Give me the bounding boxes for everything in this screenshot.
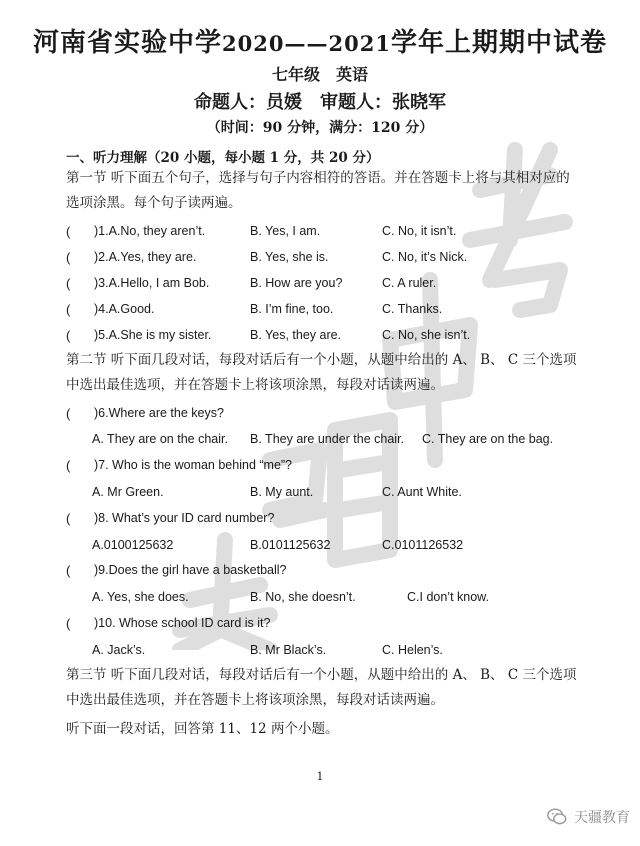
- question-stem: )4.A.Good.: [94, 302, 155, 316]
- option-b: B. How are you?: [250, 276, 343, 290]
- page-number: 1: [316, 770, 324, 783]
- question-stem: )5.A.She is my sister.: [94, 328, 212, 342]
- option-b: B. I’m fine, too.: [250, 302, 334, 316]
- exam-authors: 命题人：员媛 审题人：张晓军: [194, 92, 446, 113]
- option-c: C. No, it isn’t.: [382, 224, 457, 238]
- question-stem: )8. What’s your ID card number?: [94, 511, 275, 525]
- answer-blank[interactable]: (: [66, 250, 71, 265]
- question-stem: )3.A.Hello, I am Bob.: [94, 276, 210, 290]
- answer-blank[interactable]: (: [66, 458, 71, 473]
- question-stem: )6.Where are the keys?: [94, 406, 224, 420]
- exam-title: 河南省实验中学2020——2021学年上期期中试卷: [33, 28, 607, 58]
- answer-blank[interactable]: (: [66, 563, 71, 578]
- option-c: C. No, she isn’t.: [382, 328, 471, 342]
- option-a: A. Mr Green.: [92, 485, 164, 499]
- answer-blank[interactable]: (: [66, 276, 71, 291]
- wechat-watermark: [546, 806, 630, 828]
- part2-instructions: 第二节 听下面几段对话，每段对话后有一个小题，从题中给出的 A、 B、 C 三个选项中选出最佳选项，并在答题卡上将该项涂黑，每段对话读两遍。: [66, 352, 577, 393]
- watermark-label: 天疆教育: [574, 810, 630, 826]
- option-a: A.0100125632: [92, 538, 174, 552]
- option-b: B.0101125632: [250, 538, 331, 552]
- answer-blank[interactable]: (: [66, 328, 71, 343]
- part3-instructions: 第三节 听下面几段对话，每段对话后有一个小题，从题中给出的 A、 B、 C 三个选项中选出最佳选项，并在答题卡上将该项涂黑，每段对话读两遍。: [66, 667, 577, 708]
- option-a: A. They are on the chair.: [92, 432, 228, 446]
- option-b: B. Yes, they are.: [250, 328, 342, 342]
- section-heading-listening: 一、听力理解（20 小题，每小题 1 分，共 20 分）: [66, 150, 380, 166]
- part3-lead: 听下面一段对话，回答第 11、12 两个小题。: [66, 721, 339, 737]
- option-b: B. Yes, she is.: [250, 250, 329, 264]
- answer-blank[interactable]: (: [66, 224, 71, 239]
- option-b: B. They are under the chair.: [250, 432, 405, 446]
- option-c: C.0101126532: [382, 538, 464, 552]
- part1-instructions: 第一节 听下面五个句子，选择与句子内容相符的答语。并在答题卡上将与其相对应的选项涂黑。每个句子读两遍。: [66, 170, 570, 211]
- option-c: C. Helen’s.: [382, 643, 443, 657]
- question-stem: )1.A.No, they aren’t.: [94, 224, 206, 238]
- option-b: B. Mr Black’s.: [250, 643, 327, 657]
- grade-subject: 七年级 英语: [271, 65, 368, 84]
- question-stem: )2.A.Yes, they are.: [94, 250, 197, 264]
- option-c: C.I don’t know.: [407, 590, 489, 604]
- question-stem: )7. Who is the woman behind “me”?: [94, 458, 293, 472]
- option-c: C. No, it’s Nick.: [382, 250, 468, 264]
- option-c: C. A ruler.: [382, 276, 437, 290]
- question-stem: )10. Whose school ID card is it?: [94, 616, 271, 630]
- answer-blank[interactable]: (: [66, 616, 71, 631]
- option-b: B. Yes, I am.: [250, 224, 321, 238]
- wechat-logo-icon: [546, 806, 568, 828]
- option-b: B. My aunt.: [250, 485, 314, 499]
- option-c: C. They are on the bag.: [422, 432, 554, 446]
- question-stem: )9.Does the girl have a basketball?: [94, 563, 287, 577]
- option-a: A. Yes, she does.: [92, 590, 189, 604]
- answer-blank[interactable]: (: [66, 511, 71, 526]
- option-b: B. No, she doesn’t.: [250, 590, 356, 604]
- answer-blank[interactable]: (: [66, 406, 71, 421]
- time-and-score: （时间：90 分钟，满分：120 分）: [206, 120, 434, 136]
- option-a: A. Jack’s.: [92, 643, 146, 657]
- option-c: C. Aunt White.: [382, 485, 462, 499]
- answer-blank[interactable]: (: [66, 302, 71, 317]
- option-c: C. Thanks.: [382, 302, 443, 316]
